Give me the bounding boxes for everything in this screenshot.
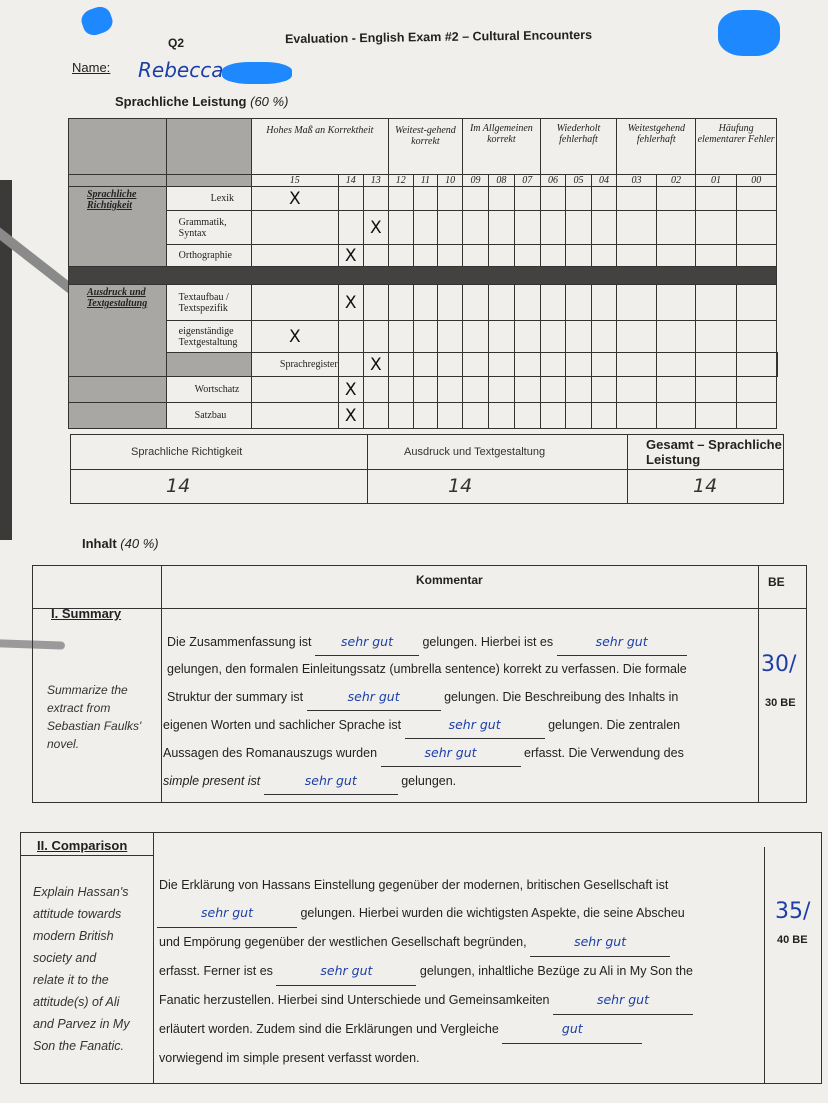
kommentar-header: Kommentar	[416, 573, 483, 587]
summary-text-4a: eigenen Worten und sachlicher Sprache ist	[163, 718, 402, 732]
score-cell-00[interactable]	[777, 353, 778, 377]
score-cell-08[interactable]	[488, 321, 514, 353]
point-00: 00	[736, 175, 776, 187]
score-cell-04[interactable]	[591, 377, 617, 403]
score-cell-00[interactable]	[736, 285, 776, 321]
score-cell-14[interactable]	[338, 285, 363, 321]
score-cell-01[interactable]	[696, 245, 736, 267]
score-cell-04[interactable]	[617, 353, 657, 377]
score-cell-04[interactable]	[591, 403, 617, 429]
score-cell-06[interactable]	[540, 403, 566, 429]
point-01: 01	[696, 175, 736, 187]
score-cell-06[interactable]	[540, 377, 566, 403]
comparison-divider-left	[153, 833, 154, 1083]
criterion-label: Grammatik, Syntax	[166, 211, 251, 245]
point-10: 10	[438, 175, 463, 187]
score-cell-05[interactable]	[566, 211, 592, 245]
group-label-expression: Ausdruck und Textgestaltung	[69, 285, 167, 377]
band-header-6: Häufung elementarer Fehler	[696, 119, 777, 175]
summary-rating-3: sehr gut	[307, 683, 441, 711]
summary-rating-1: sehr gut	[315, 628, 419, 656]
score-cell-09[interactable]	[463, 403, 489, 429]
summary-task-line-1: Summarize the	[47, 683, 128, 697]
comparison-rating-2: sehr gut	[530, 928, 670, 957]
score-cell-02[interactable]	[656, 403, 696, 429]
score-cell-13[interactable]	[363, 321, 388, 353]
score-cell-01[interactable]	[696, 211, 736, 245]
score-cell-00[interactable]	[736, 321, 776, 353]
score-cell-05[interactable]	[566, 187, 592, 211]
score-cell-13[interactable]	[388, 353, 413, 377]
score-cell-11[interactable]	[413, 321, 438, 353]
comparison-task-line-5: relate it to the	[33, 973, 109, 987]
score-cell-02[interactable]	[656, 187, 696, 211]
point-14: 14	[338, 175, 363, 187]
score-cell-08[interactable]	[488, 403, 514, 429]
be-header: BE	[768, 575, 785, 589]
comparison-task-line-7: and Parvez in My	[33, 1017, 130, 1031]
comparison-text-3a: und Empörung gegenüber der westlichen Gesellschaft begründen,	[159, 935, 527, 949]
summary-line-6	[163, 767, 753, 795]
group-label-spacer	[69, 377, 167, 403]
comparison-text-4b: gelungen, inhaltliche Bezüge zu Ali in My Son the	[419, 964, 694, 978]
score-cell-07[interactable]	[540, 353, 566, 377]
score-cell-06[interactable]	[540, 245, 566, 267]
comparison-task-line-6: attitude(s) of Ali	[33, 995, 120, 1009]
summary-divider-left	[161, 566, 162, 802]
score-cell-08[interactable]	[514, 353, 540, 377]
score-cell-15[interactable]	[251, 211, 338, 245]
summary-line-3	[167, 683, 753, 711]
comparison-box	[20, 832, 822, 1084]
criterion-label: Orthographie	[166, 245, 251, 267]
comparison-task-line-8: Son the Fanatic.	[33, 1039, 125, 1053]
score-cell-15[interactable]	[251, 321, 338, 353]
score-cell-05[interactable]	[566, 321, 592, 353]
score-cell-05[interactable]	[566, 285, 592, 321]
point-03: 03	[617, 175, 657, 187]
points-row-gray-2	[166, 175, 251, 187]
summary-task-line-2: extract from	[47, 701, 111, 715]
summary-text-1a: Die Zusammenfassung ist	[167, 635, 312, 649]
comparison-line-5	[159, 986, 763, 1015]
summary-text-6a: simple present ist	[163, 774, 261, 788]
score-cell-04[interactable]	[591, 321, 617, 353]
score-cell-03[interactable]	[617, 403, 657, 429]
band-header-5: Weitestgehend fehlerhaft	[617, 119, 696, 175]
score-cell-15[interactable]	[251, 403, 338, 429]
score-cell-15[interactable]	[251, 285, 338, 321]
score-cell-04[interactable]	[591, 285, 617, 321]
score-cell-06[interactable]	[540, 211, 566, 245]
comparison-rating-5: gut	[502, 1015, 642, 1044]
score-cell-14[interactable]	[363, 353, 388, 377]
summary-text-1b: gelungen. Hierbei ist es	[422, 635, 554, 649]
points-row-gray-1	[69, 175, 167, 187]
group-label-correctness: Sprachliche Richtigkeit	[69, 187, 167, 267]
redaction-mark-top-right	[718, 10, 780, 56]
criterion-label: Textaufbau / Textspezifik	[166, 285, 251, 321]
score-cell-07[interactable]	[514, 403, 540, 429]
content-section-title	[82, 536, 159, 551]
group-label-spacer	[166, 353, 251, 377]
point-09: 09	[463, 175, 489, 187]
exam-title: Evaluation - English Exam #2 – Cultural Encounters	[284, 27, 593, 47]
total-value-expression: 14	[368, 469, 628, 504]
score-cell-00[interactable]	[736, 377, 776, 403]
score-cell-08[interactable]	[488, 285, 514, 321]
content-section-label: Inhalt	[82, 536, 117, 551]
redaction-mark-top-left	[78, 4, 115, 39]
student-name: Rebecca	[138, 58, 224, 82]
summary-text-5b: erfasst. Die Verwendung des	[524, 746, 684, 760]
check-mark: X	[288, 326, 301, 347]
score-cell-07[interactable]	[514, 321, 540, 353]
summary-text-6b: gelungen.	[401, 774, 457, 788]
score-cell-11[interactable]	[413, 187, 438, 211]
score-cell-03[interactable]	[656, 353, 696, 377]
score-cell-09[interactable]	[463, 187, 489, 211]
score-cell-07[interactable]	[514, 245, 540, 267]
comparison-text-4a: erfasst. Ferner ist es	[159, 964, 273, 978]
band-header-2: Weitest-gehend korrekt	[388, 119, 462, 175]
summary-line-1	[167, 628, 753, 656]
score-cell-09[interactable]	[488, 353, 514, 377]
comparison-comment	[159, 871, 763, 1072]
score-cell-15[interactable]	[251, 187, 338, 211]
criterion-label: Lexik	[166, 187, 251, 211]
comparison-heading-rule	[21, 855, 153, 856]
score-cell-07[interactable]	[514, 211, 540, 245]
score-cell-01[interactable]	[696, 285, 736, 321]
score-cell-13[interactable]	[363, 285, 388, 321]
point-07: 07	[514, 175, 540, 187]
total-value-correctness: 14	[71, 469, 368, 504]
summary-rating-4: sehr gut	[405, 711, 545, 739]
summary-task-line-3: Sebastian Faulks'	[47, 719, 142, 733]
score-cell-00[interactable]	[736, 211, 776, 245]
point-04: 04	[591, 175, 617, 187]
summary-divider-right	[758, 566, 759, 802]
score-cell-09[interactable]	[463, 245, 489, 267]
check-mark: X	[344, 245, 357, 266]
point-02: 02	[656, 175, 696, 187]
score-cell-03[interactable]	[617, 285, 657, 321]
score-cell-06[interactable]	[566, 353, 592, 377]
score-cell-14[interactable]	[338, 211, 363, 245]
course-label: Q2	[168, 36, 185, 50]
comparison-line-2	[157, 899, 763, 928]
score-cell-03[interactable]	[617, 245, 657, 267]
score-cell-01[interactable]	[696, 377, 736, 403]
comparison-divider-right	[764, 847, 765, 1083]
score-cell-03[interactable]	[617, 321, 657, 353]
total-value-overall: 14	[628, 469, 784, 504]
score-cell-06[interactable]	[540, 187, 566, 211]
score-cell-09[interactable]	[463, 211, 489, 245]
score-cell-13[interactable]	[363, 187, 388, 211]
summary-rating-2: sehr gut	[557, 628, 687, 656]
check-mark: X	[344, 405, 357, 426]
score-cell-02[interactable]	[656, 211, 696, 245]
score-cell-12[interactable]	[388, 321, 413, 353]
summary-line-5	[163, 739, 753, 767]
score-cell-13[interactable]	[363, 403, 388, 429]
comparison-score: 35/	[775, 899, 811, 924]
point-05: 05	[566, 175, 592, 187]
score-cell-11[interactable]	[413, 211, 438, 245]
score-cell-10[interactable]	[438, 245, 463, 267]
score-cell-11[interactable]	[438, 353, 463, 377]
score-cell-07[interactable]	[514, 377, 540, 403]
comparison-rating-1: sehr gut	[157, 899, 297, 928]
score-cell-10[interactable]	[438, 211, 463, 245]
score-cell-08[interactable]	[488, 211, 514, 245]
score-cell-02[interactable]	[656, 321, 696, 353]
score-cell-12[interactable]	[388, 187, 413, 211]
comparison-line-1: Die Erklärung von Hassans Einstellung gegenüber der modernen, britischen Gesellschaft ist	[159, 878, 669, 892]
check-mark: X	[344, 292, 357, 313]
score-cell-02[interactable]	[656, 245, 696, 267]
score-cell-12[interactable]	[388, 245, 413, 267]
summary-text-4b: gelungen. Die zentralen	[548, 718, 681, 732]
summary-text-3a: Struktur der summary ist	[167, 690, 304, 704]
score-cell-14[interactable]	[338, 187, 363, 211]
total-label-overall: Gesamt – Sprachliche Leistung	[628, 435, 784, 470]
score-cell-14[interactable]	[338, 403, 363, 429]
grid-separator-bar	[69, 267, 777, 285]
comparison-rating-3: sehr gut	[276, 957, 416, 986]
score-cell-05[interactable]	[566, 245, 592, 267]
score-cell-00[interactable]	[736, 245, 776, 267]
comparison-task-line-2: attitude towards	[33, 907, 122, 921]
score-cell-12[interactable]	[388, 377, 413, 403]
score-cell-01[interactable]	[696, 187, 736, 211]
score-cell-08[interactable]	[488, 187, 514, 211]
score-cell-08[interactable]	[488, 377, 514, 403]
score-cell-01[interactable]	[696, 321, 736, 353]
summary-rating-6: sehr gut	[264, 767, 398, 795]
comparison-task-line-4: society and	[33, 951, 97, 965]
comparison-line-3	[159, 928, 763, 957]
score-cell-11[interactable]	[413, 403, 438, 429]
score-cell-14[interactable]	[338, 321, 363, 353]
score-cell-10[interactable]	[438, 403, 463, 429]
score-cell-12[interactable]	[388, 403, 413, 429]
grid-corner-right	[166, 119, 251, 175]
comparison-text-6a: erläutert worden. Zudem sind die Erklärungen und Vergleiche	[159, 1022, 499, 1036]
score-cell-11[interactable]	[413, 377, 438, 403]
score-cell-01[interactable]	[736, 353, 776, 377]
score-cell-15[interactable]	[251, 377, 338, 403]
score-cell-10[interactable]	[438, 377, 463, 403]
band-header-3: Im Allgemeinen korrekt	[463, 119, 541, 175]
score-cell-03[interactable]	[617, 211, 657, 245]
score-cell-02[interactable]	[656, 377, 696, 403]
language-section-pct: (60 %)	[250, 94, 289, 109]
summary-task	[47, 681, 141, 753]
summary-task-line-4: novel.	[47, 737, 80, 751]
comparison-heading: II. Comparison	[37, 838, 128, 853]
point-11: 11	[413, 175, 438, 187]
score-cell-08[interactable]	[488, 245, 514, 267]
grid-corner-left	[69, 119, 167, 175]
group-label-spacer	[69, 403, 167, 429]
score-cell-04[interactable]	[591, 211, 617, 245]
score-cell-13[interactable]	[363, 245, 388, 267]
score-cell-14[interactable]	[338, 377, 363, 403]
criterion-label: Satzbau	[166, 403, 251, 429]
summary-text-5a: Aussagen des Romanauszugs wurden	[163, 746, 378, 760]
summary-line-4	[163, 711, 753, 739]
score-cell-10[interactable]	[438, 187, 463, 211]
criterion-label: eigenständige Textgestaltung	[166, 321, 251, 353]
band-header-4: Wiederholt fehlerhaft	[540, 119, 617, 175]
summary-box	[32, 565, 807, 803]
comparison-task-line-1: Explain Hassan's	[33, 885, 129, 899]
comparison-max: 40 BE	[777, 934, 808, 946]
comparison-line-6	[159, 1015, 763, 1044]
summary-text-3b: gelungen. Die Beschreibung des Inhalts in	[444, 690, 679, 704]
score-cell-06[interactable]	[540, 285, 566, 321]
score-cell-02[interactable]	[656, 285, 696, 321]
score-cell-04[interactable]	[591, 187, 617, 211]
point-15: 15	[251, 175, 338, 187]
summary-comment	[163, 628, 753, 795]
check-mark: X	[369, 217, 382, 238]
language-section-label: Sprachliche Leistung	[115, 94, 247, 109]
score-cell-12[interactable]	[388, 285, 413, 321]
score-cell-14[interactable]	[338, 245, 363, 267]
redaction-mark-name	[222, 62, 292, 84]
summary-score: 30/	[761, 652, 797, 677]
score-cell-13[interactable]	[363, 211, 388, 245]
point-08: 08	[488, 175, 514, 187]
band-header-1: Hohes Maß an Korrektheit	[251, 119, 388, 175]
comparison-line-4	[159, 957, 763, 986]
score-cell-04[interactable]	[591, 245, 617, 267]
check-mark: X	[288, 188, 301, 209]
score-cell-00[interactable]	[736, 187, 776, 211]
summary-max: 30 BE	[765, 697, 796, 709]
comparison-text-5a: Fanatic herzustellen. Hierbei sind Unterschiede und Gemeinsamkeiten	[159, 993, 550, 1007]
comparison-text-2b: gelungen. Hierbei wurden die wichtigsten Aspekte, die seine Abscheu	[300, 906, 685, 920]
content-section-pct: (40 %)	[120, 536, 159, 551]
score-cell-05[interactable]	[591, 353, 617, 377]
criterion-label: Sprachregister	[251, 353, 338, 377]
score-cell-09[interactable]	[463, 285, 489, 321]
score-cell-10[interactable]	[438, 321, 463, 353]
score-cell-12[interactable]	[413, 353, 438, 377]
score-cell-07[interactable]	[514, 285, 540, 321]
summary-heading: I. Summary	[51, 606, 122, 621]
language-section-title	[115, 94, 288, 109]
summary-line-2: gelungen, den formalen Einleitungssatz (umbrella sentence) korrekt zu verfassen. Die formale	[167, 662, 687, 676]
score-cell-09[interactable]	[463, 321, 489, 353]
score-cell-00[interactable]	[736, 403, 776, 429]
comparison-task	[33, 881, 130, 1057]
point-12: 12	[388, 175, 413, 187]
check-mark: X	[344, 379, 357, 400]
summary-rating-5: sehr gut	[381, 739, 521, 767]
score-cell-05[interactable]	[566, 403, 592, 429]
criterion-label: Wortschatz	[166, 377, 251, 403]
score-cell-01[interactable]	[696, 403, 736, 429]
score-cell-13[interactable]	[363, 377, 388, 403]
score-cell-09[interactable]	[463, 377, 489, 403]
name-label: Name:	[72, 60, 111, 75]
total-label-correctness: Sprachliche Richtigkeit	[71, 435, 368, 470]
point-06: 06	[540, 175, 566, 187]
language-totals-table	[70, 434, 784, 504]
language-assessment-grid	[68, 118, 778, 429]
score-cell-15[interactable]	[251, 245, 338, 267]
score-cell-06[interactable]	[540, 321, 566, 353]
score-cell-10[interactable]	[438, 285, 463, 321]
score-cell-07[interactable]	[514, 187, 540, 211]
score-cell-03[interactable]	[617, 377, 657, 403]
score-cell-03[interactable]	[617, 187, 657, 211]
total-label-expression: Ausdruck und Textgestaltung	[368, 435, 628, 470]
score-cell-15[interactable]	[338, 353, 363, 377]
score-cell-12[interactable]	[388, 211, 413, 245]
score-cell-10[interactable]	[463, 353, 489, 377]
score-cell-05[interactable]	[566, 377, 592, 403]
score-cell-11[interactable]	[413, 285, 438, 321]
comparison-task-line-3: modern British	[33, 929, 114, 943]
score-cell-02[interactable]	[696, 353, 736, 377]
point-13: 13	[363, 175, 388, 187]
check-mark: X	[369, 354, 382, 375]
comparison-line-7: vorwiegend im simple present verfasst worden.	[159, 1051, 420, 1065]
score-cell-11[interactable]	[413, 245, 438, 267]
comparison-rating-4: sehr gut	[553, 986, 693, 1015]
